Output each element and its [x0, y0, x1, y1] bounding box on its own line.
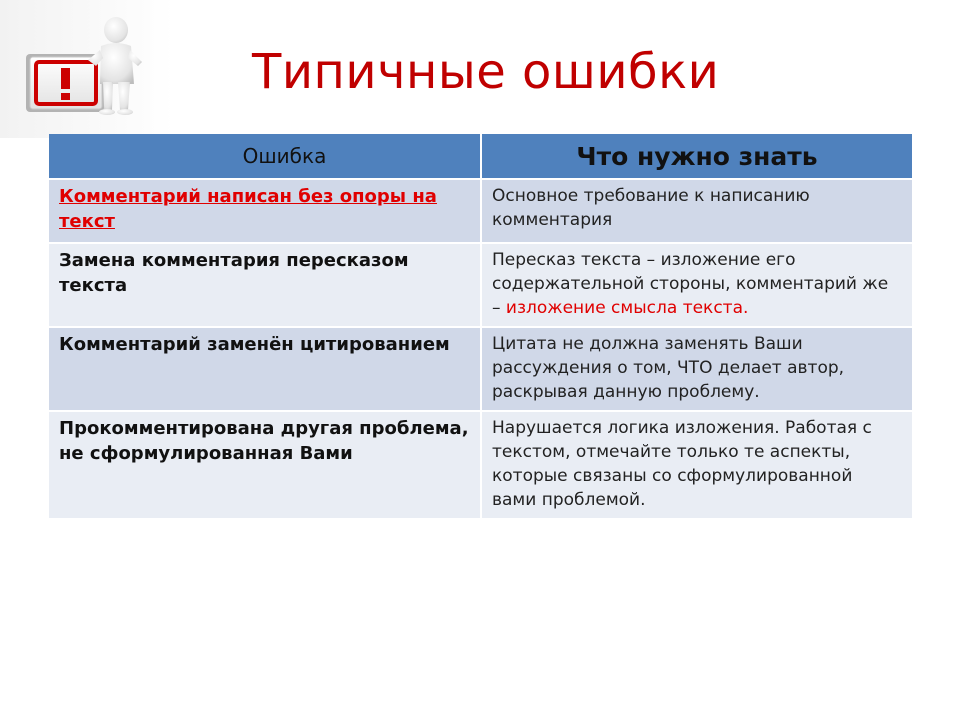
know-cell: Цитата не должна заменять Ваши рассуждения о том, ЧТО делает автор, раскрывая данную проблему. [481, 327, 913, 411]
header-error: Ошибка [49, 134, 481, 179]
slide-title: Типичные ошибки [252, 44, 720, 100]
table-row [49, 411, 913, 518]
error-cell: Замена комментария пересказом текста [49, 243, 481, 327]
know-cell [481, 243, 913, 327]
table-row [49, 327, 913, 411]
error-cell: Комментарий заменён цитированием [49, 327, 481, 411]
know-highlight: изложение смысла текста. [505, 298, 749, 318]
errors-table [49, 134, 914, 518]
know-text: Пересказ текста – изложение его содержательной стороны, комментарий же – [492, 250, 889, 318]
error-cell-link[interactable]: Комментарий написан без опоры на текст [49, 179, 481, 243]
know-cell: Основное требование к написанию комментария [481, 179, 913, 243]
warning-figure-illustration [0, 0, 175, 138]
table-row [49, 179, 913, 243]
header-what-to-know: Что нужно знать [481, 134, 913, 179]
table-row [49, 243, 913, 327]
know-cell: Нарушается логика изложения. Работая с текстом, отмечайте только те аспекты, которые связаны со сформулированной вами проблемой. [481, 411, 913, 518]
error-cell: Прокомментирована другая проблема, не сформулированная Вами [49, 411, 481, 518]
table-header-row [49, 134, 913, 179]
